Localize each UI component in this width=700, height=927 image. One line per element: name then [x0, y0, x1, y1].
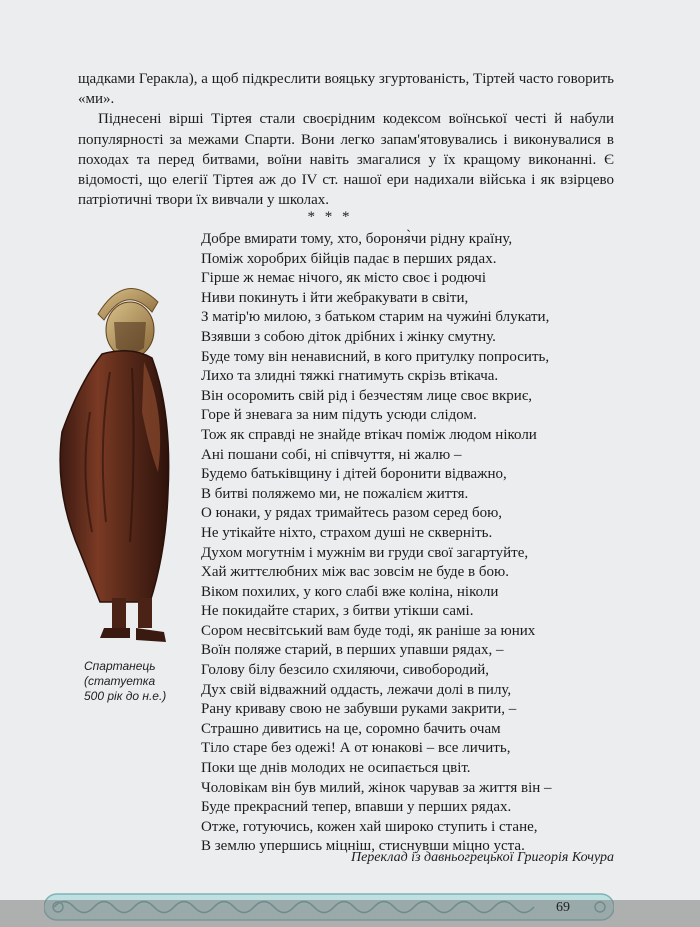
poem-line: Він осоромить свій рід і безчестям лице своє вкриє,: [201, 387, 533, 404]
poem-line: Чоловікам він був милий, жінок чарував за життя він –: [201, 779, 552, 796]
poem-line: З матір'ю милою, з батьком старим на чужи̇ні блукати,: [201, 309, 550, 326]
prose-paragraph-2: Піднесені вірші Тіртея стали своєрідним кодексом воїнської честі й набули популярності за межами Спарти. Вони легко запам'ятовувались і виконувалися в походах та перед битвами, воїни навіть змагалися у їх кращому виконанні. Є відомості, що елегії Тіртея аж до IV ст. нашої ери надихали війська і як взірцево патріотичні твори їх вивчали у школах.: [78, 111, 614, 209]
poem-line: О юнаки, у рядах тримайтесь разом серед бою,: [201, 505, 503, 522]
poem-line: В землю упершись міцніш, стиснувши міцно уста.: [201, 838, 525, 855]
poem: [201, 230, 621, 857]
poem-line: Лихо та злидні тяжкі гнатимуть скрізь втікача.: [201, 368, 499, 385]
poem-line: Воїн поляже старий, в перших упавши рядах, –: [201, 642, 504, 659]
poem-line: Тіло старе без одежі! А от юнакові – все личить,: [201, 740, 511, 757]
translation-credit: Переклад із давньогрецької Григорія Кочура: [350, 850, 614, 865]
poem-line: В битві поляжемо ми, не пожалієм життя.: [201, 485, 469, 502]
page-number: 69: [556, 900, 570, 915]
scan-bottom-bar: [0, 900, 700, 927]
poem-line: Отже, готуючись, кожен хай широко ступить і стане,: [201, 818, 538, 835]
poem-line: Ниви покинуть і йти жебракувати в світи,: [201, 289, 469, 306]
image-caption: [84, 659, 194, 704]
poem-line: Дух свій відважний оддасть, лежачи долі в пилу,: [201, 681, 512, 698]
poem-line: Взявши з собою діток дрібних і жінку смутну.: [201, 328, 496, 345]
prose-paragraph-1: щадками Геракла), а щоб підкреслити вояцьку згуртованість, Тіртей часто говорить «ми».: [78, 71, 614, 108]
poem-line: Хай життєлюбних між вас зовсім не буде в бою.: [201, 564, 509, 581]
poem-line: Поміж хоробрих бійців падає в перших рядах.: [201, 250, 497, 267]
caption-line: 500 рік до н.е.): [84, 689, 167, 703]
poem-line: Духом могутнім і мужнім ви груди свої загартуйте,: [201, 544, 529, 561]
poem-line: Страшно дивитись на це, соромно бачить очам: [201, 720, 501, 737]
poem-separator: * * *: [307, 209, 353, 225]
poem-line: Сором несвітський вам буде тоді, як раніше за юних: [201, 622, 536, 639]
poem-line: Буде тому він ненависний, в кого притулку попросить,: [201, 348, 550, 365]
poem-line: Не утікайте ніхто, страхом душі не скверніть.: [201, 524, 493, 541]
poem-line: Будемо батьківщину і дітей боронити відважно,: [201, 466, 507, 483]
poem-line: Не покидайте старих, з битви утікши самі.: [201, 603, 474, 620]
poem-line: Буде прекрасний тепер, впавши у перших рядах.: [201, 799, 512, 816]
poem-line: Гірше ж немає нічого, як місто своє і родючі: [201, 270, 486, 287]
caption-line: (статуетка: [84, 674, 156, 688]
poem-line: Горе й зневага за ним підуть усюди слідом.: [201, 407, 477, 424]
poem-line: Ані пошани собі, ні співчуття, ні жалю –: [201, 446, 462, 463]
poem-line: Віком похилих, у кого слабі вже коліна, ніколи: [201, 583, 499, 600]
poem-line: Поки ще днів молодих не осипається цвіт.: [201, 760, 471, 777]
poem-line: Тож як справді не знайде втікач поміж людом ніколи: [201, 426, 537, 443]
poem-line: Добре вмирати тому, хто, бороня̀чи рідну країну,: [201, 231, 513, 247]
caption-line: Спартанець: [84, 659, 156, 673]
poem-line: Рану криваву свою не забувши руками закрити, –: [201, 701, 517, 718]
prose-section: [78, 69, 614, 210]
poem-line: Голову білу безсило схиляючи, сивобородий,: [201, 662, 489, 679]
spartan-statuette-image: [40, 262, 190, 652]
